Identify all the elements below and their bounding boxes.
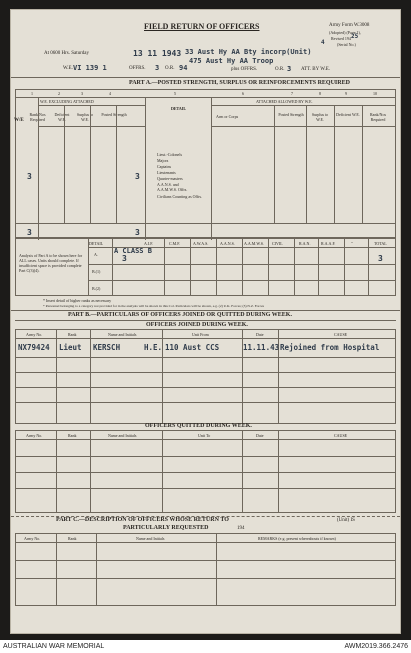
rule [16, 542, 395, 543]
rank-aans: A.A.N.S. and [157, 182, 179, 187]
footer-bar [0, 640, 411, 653]
rule [16, 560, 395, 561]
detail-col-other: " [351, 241, 353, 246]
joined-header-unit-from: Unit From [192, 332, 209, 337]
rule [211, 126, 395, 127]
attached-allowed: ATTACHED ALLOWED BY W.E. [256, 99, 313, 104]
rule [96, 533, 97, 606]
col-number-5: 5 [174, 91, 176, 96]
or-label: O.R. [165, 66, 175, 71]
rule [56, 329, 57, 424]
part-a-table [15, 89, 396, 238]
rule [15, 320, 396, 321]
a-row-total: 3 [378, 254, 383, 263]
rank-civilians: Civilians Counting as Offrs. [157, 194, 203, 199]
rule [16, 402, 395, 403]
form-title: FIELD RETURN OF OFFICERS [144, 22, 260, 31]
detail-col-awas: A.W.A.S. [193, 241, 209, 246]
serial-note: (Serial No.) [337, 42, 356, 47]
total-col4-value: 3 [135, 228, 140, 237]
joined-army-no: NX79424 [18, 343, 50, 352]
rule [16, 338, 395, 339]
col-number-1: 1 [31, 91, 33, 96]
rank-majors: Majors [157, 158, 169, 163]
rule [242, 238, 243, 296]
a-row-value: 3 [122, 254, 127, 263]
col-number-2: 2 [58, 91, 60, 96]
joined-initials: H.E. [144, 343, 163, 352]
joined-title: OFFICERS JOINED DURING WEEK. [146, 322, 248, 328]
rule [211, 97, 212, 240]
revised-value: 25 [351, 33, 359, 40]
serial-value: 4 [321, 39, 325, 46]
col-number-3: 3 [81, 91, 83, 96]
joined-header-date: Date [256, 332, 264, 337]
analysis-table [15, 238, 396, 296]
detail-col-civil: CIVIL [272, 241, 283, 246]
rule [306, 105, 307, 223]
rule [344, 238, 345, 296]
detail-col-aif: A.I.F. [144, 241, 154, 246]
rule [16, 439, 395, 440]
rule [16, 387, 395, 388]
or2-value: 3 [287, 65, 292, 73]
we-value: VI 139 1 [73, 64, 107, 72]
detail-col-total: TOTAL [374, 241, 387, 246]
or2-label: O.R. [275, 67, 285, 72]
rule [16, 372, 395, 373]
joined-unit-from: 110 Aust CCS [165, 343, 220, 352]
rule [211, 105, 395, 106]
rule [294, 238, 295, 296]
part-c-title-2: PARTICULARLY REQUESTED [123, 525, 209, 531]
joined-rank: Lieut [59, 343, 82, 352]
part-b-title: PART B.—PARTICULARS OF OFFICERS JOINED OR QUITTED DURING WEEK. [68, 312, 292, 318]
we-label: W.E. [63, 66, 73, 71]
part-c-unit-is: (Unit) IS [337, 518, 355, 523]
part-c-year: 194 [237, 526, 245, 531]
rank-aamws: A.A.M.W.S. Offrs. [157, 187, 188, 192]
rule [268, 238, 269, 296]
detail-col-ran: R.A.N. [299, 241, 311, 246]
header-rank-nos-required: Rank/Nos Required [29, 112, 46, 122]
part-c-title: PART C.—DESCRIPTION OF OFFICERS WHOSE RETURN TO [56, 517, 229, 523]
rule [38, 126, 145, 127]
unit-value-2: 475 Aust Hy AA Troop [189, 57, 274, 65]
rule [116, 105, 117, 223]
att-by-we-label: ATT. BY W.E. [301, 67, 331, 72]
detail-col-aamws: A.A.M.W.S. [244, 241, 264, 246]
rule [90, 329, 91, 424]
plus-offrs-label: plus OFFRS. [231, 67, 258, 72]
rule [274, 105, 275, 223]
header-deficient-we: Deficient W.E. [54, 112, 70, 122]
header-posted-strength-attached: Posted Strength [278, 112, 304, 117]
header-arm-or-corps: Arm or Corps [216, 114, 239, 119]
rule [368, 238, 369, 296]
quitted-header-cause: CAUSE [334, 433, 348, 438]
col-number-4: 4 [109, 91, 111, 96]
joined-date: 11.11.43 [243, 343, 280, 352]
col-number-7: 7 [291, 91, 293, 96]
quitted-title: OFFICERS QUITTED DURING WEEK. [145, 423, 252, 429]
rule [190, 238, 191, 296]
quitted-table [15, 430, 396, 513]
rule [90, 105, 91, 223]
rule [112, 238, 113, 296]
rule [38, 97, 39, 240]
offrs-value: 3 [155, 64, 160, 72]
col-number-6: 6 [242, 91, 244, 96]
detail-col-detail: DETAIL [89, 241, 104, 246]
date-value: 13 11 1943 [133, 49, 182, 58]
part-c-header-name: Name and Initials [136, 536, 165, 541]
analysis-note: Analysis of Part A to be shown here for ALL cases. Units should complete. If insufficient space is provided complete Part C(3)(4). [19, 253, 83, 273]
quitted-header-army-no: Army No. [26, 433, 43, 438]
rule [145, 97, 146, 240]
detail-col-aans: A.A.N.S. [220, 241, 235, 246]
offrs-label: OFFRS. [129, 66, 146, 71]
a-class-value: A CLASS B [114, 247, 152, 255]
joined-header-cause: CAUSE [334, 332, 348, 337]
rule [334, 105, 335, 223]
rule [16, 456, 395, 457]
rule [318, 238, 319, 296]
we-excluding-attached: W.E. EXCLUDING ATTACHED [40, 99, 94, 104]
rule [16, 97, 395, 98]
detail-col-raaf: R.A.A.F. [321, 241, 336, 246]
part-c-header-rank: Rank [68, 536, 77, 541]
part-b-top-rule [11, 310, 400, 311]
footer-credit: AUSTRALIAN WAR MEMORIAL [3, 643, 105, 650]
rule [38, 105, 145, 106]
detail-row-b2: B.(2) [92, 286, 101, 291]
joined-cause: Rejoined from Hospital [280, 343, 380, 352]
col-number-8: 8 [319, 91, 321, 96]
detail-row-b1: B.(1) [92, 269, 101, 274]
row1-col4-value: 3 [135, 172, 140, 181]
rule [16, 488, 395, 489]
joined-header-name: Name and Initials [108, 332, 137, 337]
rule [16, 357, 395, 358]
header-surplus-attached: Surplus to W.E. [311, 112, 329, 122]
rule [162, 329, 163, 424]
rule [211, 223, 395, 224]
rule [362, 105, 363, 223]
header-deficient-attached: Deficient W.E. [336, 112, 360, 117]
header-surplus-to-we: Surplus to W.E. [76, 112, 94, 122]
rule [16, 223, 211, 224]
total-col1-value: 3 [27, 228, 32, 237]
quitted-header-date: Date [256, 433, 264, 438]
unit-value-1: 33 Aust Hy AA Bty incorp(Unit) [185, 48, 312, 56]
we-column-label: W/E [14, 118, 24, 123]
rank-captains: Captains [157, 164, 171, 169]
rank-lieut-colonels: Lieut.-Colonels [157, 152, 182, 157]
rule [216, 533, 217, 606]
revised-note: Revised 194 [331, 36, 351, 41]
note-higher-ranks: * Insert detail of higher ranks as necessary [43, 298, 112, 303]
detail-row-a: A. [94, 252, 98, 257]
footer-accession-number: AWM2019.366.2476 [344, 643, 408, 650]
rule [164, 238, 165, 296]
rank-quarter-masters: Quarter-masters [157, 176, 183, 181]
joined-table [15, 329, 396, 424]
part-a-title: PART A.—POSTED STRENGTH, SURPLUS OR REINFORCEMENTS REQUIRED [129, 80, 350, 86]
joined-header-rank: Rank [68, 332, 77, 337]
rule [64, 105, 65, 223]
note-personnel-category: * Personnel belonging to a category not provided for in the analysis will be shown in this Col. Particulars will be shown, e.g. (2) U.K. Forces; (3) N.Z. Forces [43, 304, 265, 308]
part-c-table [15, 533, 396, 606]
detail-col-cmf: C.M.F. [169, 241, 181, 246]
part-c-header-remarks: REMARKS (e.g. present whereabouts if known) [258, 536, 336, 541]
header-posted-strength: Posted Strength [101, 112, 127, 117]
detail-header: DETAIL [171, 106, 187, 111]
part-c-header-army-no: Army No. [24, 536, 41, 541]
joined-name: KERSCH [93, 343, 121, 352]
quitted-header-rank: Rank [68, 433, 77, 438]
rule [216, 238, 217, 296]
rank-lieutenants: Lieutenants [157, 170, 176, 175]
row1-col1-value: 3 [27, 172, 32, 181]
or-value: 94 [179, 64, 188, 72]
part-a-top-rule [11, 77, 400, 78]
col-number-10: 10 [373, 91, 377, 96]
col-number-9: 9 [345, 91, 347, 96]
time-label: At 0600 Hrs. Saturday [44, 51, 89, 56]
quitted-header-unit-to: Unit To [198, 433, 211, 438]
rule [16, 472, 395, 473]
quitted-header-name: Name and Initials [108, 433, 137, 438]
rule [56, 533, 57, 606]
header-rank-nos-required-attached: Rank/Nos Required [370, 112, 386, 122]
joined-header-army-no: Army No. [26, 332, 43, 337]
rule [16, 578, 395, 579]
adopted-note: (Adopted) (Page 1), [329, 30, 361, 35]
army-form-number: Army Form W.3008 [329, 23, 370, 28]
form-sheet [10, 9, 401, 634]
